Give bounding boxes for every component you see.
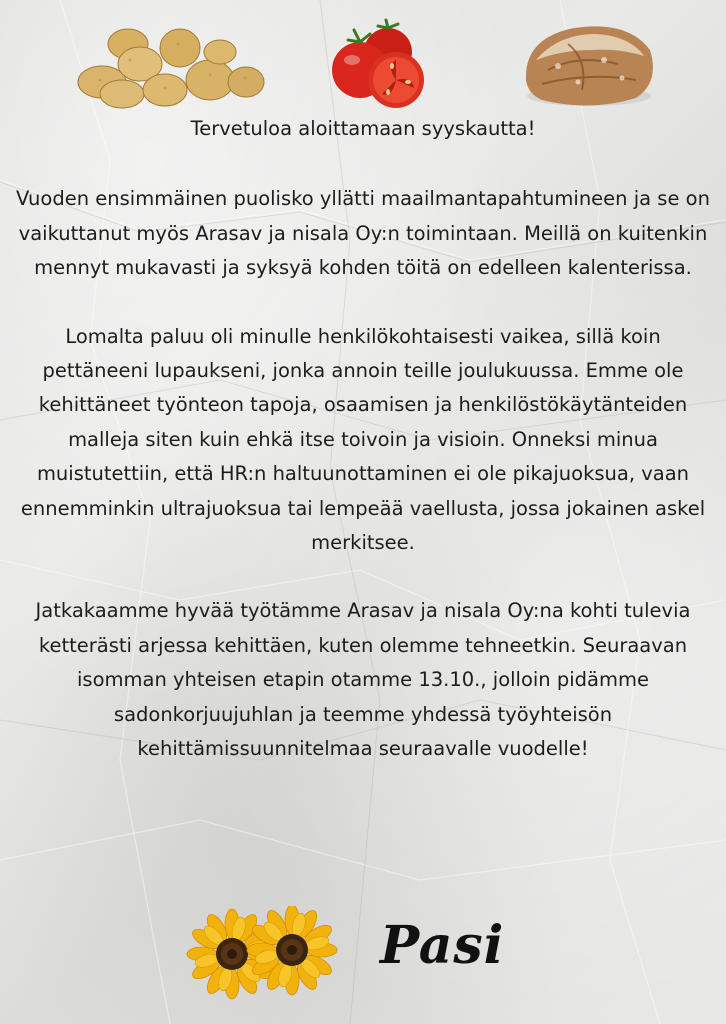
signature: Pasi	[380, 915, 505, 976]
sunflowers-icon	[186, 906, 340, 1000]
paragraph-1: Vuoden ensimmäinen puolisko yllätti maailmantapahtumineen ja se on vaikuttanut myös Arasav ja nisala Oy:n toimintaan. Meillä on kuitenkin mennyt mukavasti ja syksyä kohden töitä on edelleen kalenterissa.	[16, 187, 710, 280]
bread-icon	[518, 20, 660, 108]
letter-body	[14, 112, 712, 767]
potatoes-icon	[70, 20, 270, 112]
greeting: Tervetuloa aloittamaan syyskautta!	[190, 117, 536, 140]
paragraph-3: Jatkakaamme hyvää työtämme Arasav ja nisala Oy:na kohti tulevia ketterästi arjessa kehittäen, kuten olemme tehneetkin. Seuraavan isomman yhteisen etapin otamme 13.10., jolloin pidämme sadonkorjuujuhlan ja teemme yhdessä työyhteisön kehittämissuunnitelmaa seuraavalle vuodelle!	[35, 599, 691, 761]
tomatoes-icon	[326, 18, 432, 110]
paragraph-2: Lomalta paluu oli minulle henkilökohtaisesti vaikea, sillä koin pettäneeni lupaukseni, jonka annoin teille joulukuussa. Emme ole kehittäneet työnteon tapoja, osaamisen ja henkilöstökäytänteiden malleja siten kuin ehkä itse toivoin ja visioin. Onneksi minua muistutettiin, että HR:n haltuunottaminen ei ole pikajuoksua, vaan ennemminkin ultrajuoksua tai lempeää vaellusta, jossa jokainen askel merkitsee.	[20, 324, 706, 555]
